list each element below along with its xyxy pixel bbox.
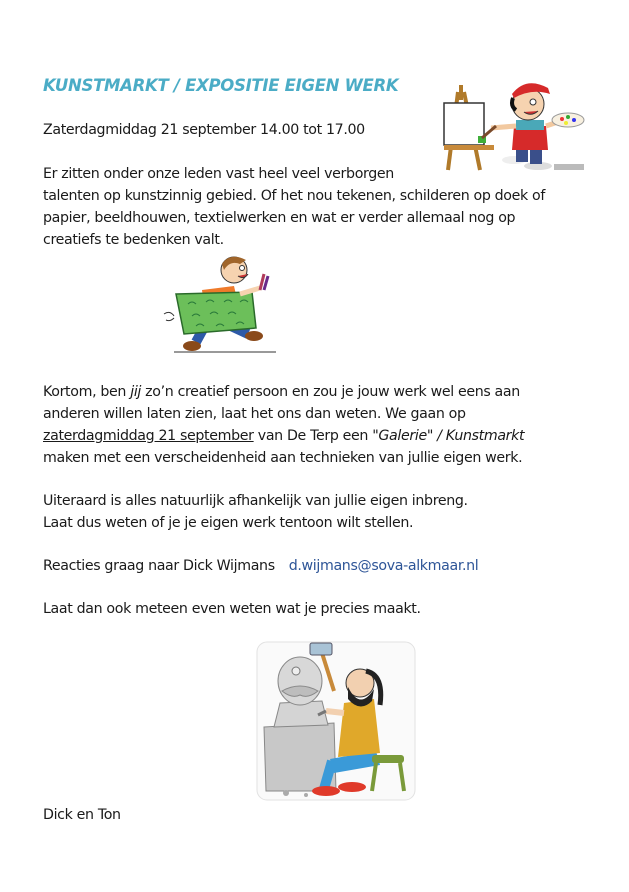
sculptor-illustration [256,641,416,801]
para2-galerie-italic: "Galerie" / Kunstmarkt [372,428,525,444]
page-title: KUNSTMARKT / EXPOSITIE EIGEN WERK [43,76,399,95]
contact-email-link[interactable]: d.wijmans@sova-alkmaar.nl [288,558,479,574]
para2-line1-c: zo’n creatief persoon en zou je jouw werk wel eens aan [141,384,520,400]
walking-artist-illustration [156,250,296,358]
event-date-line: Zaterdagmiddag 21 september 14.00 tot 17.00 [43,122,365,138]
para2-line4: maken met een verscheidenheid aan technieken van jullie eigen werk. [43,450,523,466]
para2-line2: anderen willen laten zien, laat het ons dan weten. We gaan op [43,406,466,422]
para4-line: Laat dan ook meteen even weten wat je precies maakt. [43,601,421,617]
para2-line3-b: van De Terp een [253,428,373,444]
para2-line1 [43,381,520,403]
para3-line2: Laat dus weten of je je eigen werk tentoon wilt stellen. [43,515,414,531]
para1-line2: talenten op kunstzinnig gebied. Of het nou tekenen, schilderen op doek of [43,188,546,204]
contact-line [43,555,478,577]
para2-line1-a: Kortom, ben [43,384,131,400]
para1-line3: papier, beeldhouwen, textielwerken en wat er verder allemaal nog op [43,210,516,226]
para3-line1: Uiteraard is alles natuurlijk afhankelijk van jullie eigen inbreng. [43,493,468,509]
contact-text: Reacties graag naar Dick Wijmans [43,558,275,574]
para2-emphasis-jij: jij [130,384,142,400]
para2-underlined-date: zaterdagmiddag 21 september [43,428,254,444]
para2-line3 [43,425,524,447]
para1-line1: Er zitten onder onze leden vast heel veel verborgen [43,166,394,182]
para1-line4: creatiefs te bedenken valt. [43,232,224,248]
painter-boy-illustration [436,70,588,174]
signature: Dick en Ton [43,807,121,823]
